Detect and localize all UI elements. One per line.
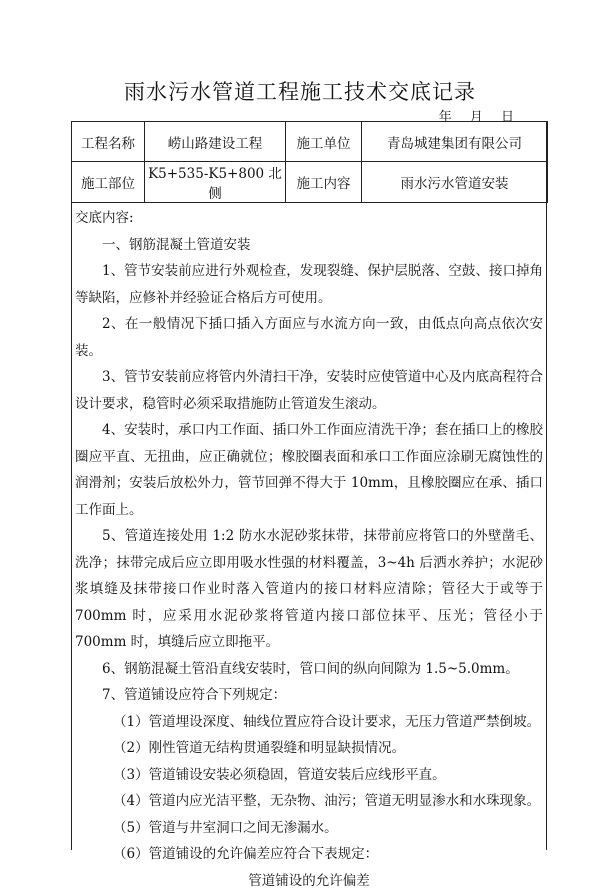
contractor-label: 施工单位 bbox=[286, 122, 362, 162]
work-content-label: 施工内容 bbox=[286, 162, 362, 203]
item-1: 1、管节安装前应进行外观检查，发现裂缝、保护层脱落、空鼓、接口掉角等缺陷，应修补并经验证合格后方可使用。 bbox=[75, 258, 543, 311]
location-value: K5+535-K5+800 北侧 bbox=[145, 162, 286, 203]
item-3: 3、管节安装前应将管内外清扫干净，安装时应使管道中心及内底高程符合设计要求，稳管时必须采取措施防止管道发生滚动。 bbox=[75, 364, 543, 417]
item-5: 5、管道连接处用 1:2 防水水泥砂浆抹带，抹带前应将管口的外壁凿毛、洗净；抹带完成后应立即用吸水性强的材料覆盖，3~4h 后洒水养护；水泥砂浆填缝及抹带接口作业时落入管道内的接口材料应清除；管径大于或等于 700mm 时，应采用水泥砂浆将管道内接口部位抹平、压光；管径小于 700mm 时，填缝后应立即拖平。 bbox=[75, 523, 543, 656]
section-heading: 一、钢筋混凝土管道安装 bbox=[75, 232, 543, 259]
project-name-label: 工程名称 bbox=[72, 122, 145, 162]
location-label: 施工部位 bbox=[72, 162, 145, 203]
header-row bbox=[72, 122, 548, 162]
table-caption: 管道铺设的允许偏差 bbox=[75, 868, 543, 894]
header-row bbox=[72, 162, 548, 203]
sub-item-5: （5）管道与井室洞口之间无渗漏水。 bbox=[75, 815, 543, 842]
item-6: 6、钢筋混凝土管沿直线安装时，管口间的纵向间隙为 1.5~5.0mm。 bbox=[75, 656, 543, 683]
sub-item-3: （3）管道铺设安装必须稳固，管道安装后应线形平直。 bbox=[75, 762, 543, 789]
header-table bbox=[71, 121, 548, 203]
work-content-value: 雨水污水管道安装 bbox=[362, 162, 548, 203]
sub-item-1: （1）管道埋设深度、轴线位置应符合设计要求，无压力管道严禁倒坡。 bbox=[75, 709, 543, 736]
item-2: 2、在一般情况下插口插入方面应与水流方向一致，由低点向高点依次安装。 bbox=[75, 311, 543, 364]
content-label: 交底内容: bbox=[75, 205, 543, 232]
item-7: 7、管道铺设应符合下列规定： bbox=[75, 682, 543, 709]
item-4: 4、安装时，承口内工作面、插口外工作面应清洗干净；套在插口上的橡胶圈应平直、无扭曲，应正确就位；橡胶圈表面和承口工作面应涂刷无腐蚀性的润滑剂；安装后放松外力，管节回弹不得大于 10mm，且橡胶圈应在承、插口工作面上。 bbox=[75, 417, 543, 523]
date-line: 年 月 日 bbox=[439, 106, 514, 125]
contractor-value: 青岛城建集团有限公司 bbox=[362, 122, 548, 162]
sub-item-2: （2）刚性管道无结构贯通裂缝和明显缺损情况。 bbox=[75, 735, 543, 762]
project-name-value: 崂山路建设工程 bbox=[145, 122, 286, 162]
document-title: 雨水污水管道工程施工技术交底记录 bbox=[0, 76, 600, 106]
sub-item-6: （6）管道铺设的允许偏差应符合下表规定： bbox=[75, 841, 543, 868]
sub-item-4: （4）管道内应光洁平整，无杂物、油污；管道无明显渗水和水珠现象。 bbox=[75, 788, 543, 815]
briefing-content bbox=[75, 205, 543, 894]
